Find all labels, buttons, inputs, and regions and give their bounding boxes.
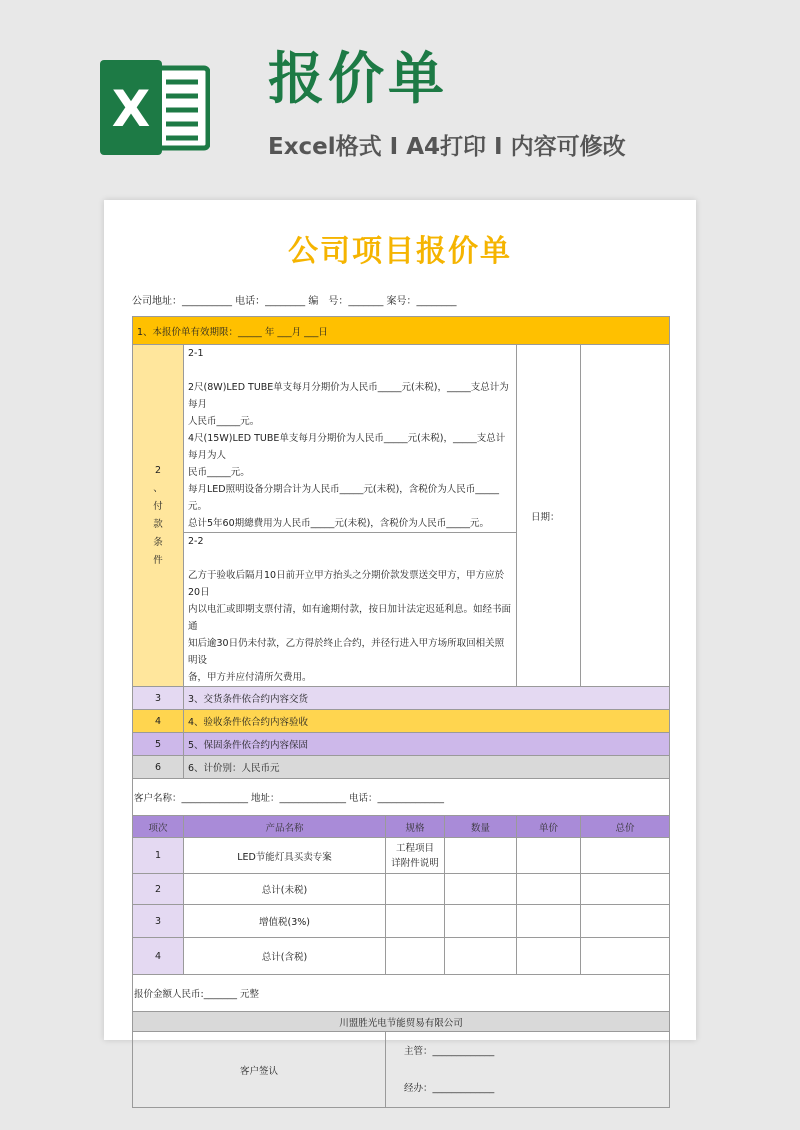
text-line: 2-1 [188,348,204,359]
page-title: 报价单 [268,47,448,112]
customer-info-line: 客户名称：______________ 地址：______________ 电话：______________ [133,779,670,816]
table-row [133,938,670,975]
company-info-line: 公司地址：__________ 电话：________ 编 号：_______ 案号：________ [132,296,457,307]
item-total[interactable] [581,905,670,938]
item-price[interactable] [517,874,581,905]
payment-terms-2-2 [184,533,517,687]
item-price[interactable] [517,905,581,938]
warranty-row [133,733,670,756]
handler-sign: 经办：_____________ [404,1082,495,1094]
manager-sign: 主管：_____________ [404,1045,495,1057]
text-line: 4尺(15W)LED TUBE单支每月分期价为人民币_____元(未税)，_____支总计每月为人 [188,433,506,461]
customer-sign-label: 客户签认 [133,1032,386,1108]
text-line [188,550,512,567]
excel-icon [100,60,210,155]
customer-row [133,779,670,816]
row-index: 3 [133,687,184,710]
index-char: 款 [153,518,163,530]
item-name: 总计(未税) [184,874,386,905]
col-header: 单价 [517,816,581,838]
date-value[interactable] [581,345,670,687]
validity-text: 1、本报价单有效期限：_____ 年 ___月 ___日 [133,317,670,345]
spec-line: 工程项目 [395,842,434,854]
item-index: 4 [133,938,184,975]
item-name: 增值税(3%) [184,905,386,938]
text-line: 民币_____元。 [188,467,250,478]
company-name: 川盟胜光电节能贸易有限公司 [133,1012,670,1032]
row-index: 6 [133,756,184,779]
text-line: 备，甲方并应付清所欠费用。 [188,672,312,683]
item-spec[interactable] [386,874,445,905]
col-header: 总价 [581,816,670,838]
col-header: 数量 [445,816,517,838]
text-line: 每月LED照明设备分期合计为人民币_____元(未税)，含税价为人民币_____元。 [188,484,500,512]
item-qty[interactable] [445,905,517,938]
index-char: 2 [154,464,162,476]
text-line: 知后逾30日仍未付款，乙方得於终止合约，并径行进入甲方场所取回相关照明设 [188,638,505,666]
total-row [133,975,670,1012]
item-qty[interactable] [445,874,517,905]
signature-row [133,1032,670,1108]
col-header: 项次 [133,816,184,838]
validity-row [133,317,670,345]
text-line: 2尺(8W)LED TUBE单支每月分期价为人民币_____元(未税)，_____支总计为每月 [188,382,509,410]
text-line: 总计5年60期總費用为人民币_____元(未税)，含税价为人民币_____元。 [188,518,490,529]
item-name: 总计(含税) [184,938,386,975]
item-total[interactable] [581,874,670,905]
excel-icon-letter: X [111,80,151,138]
table-header-row [133,816,670,838]
item-price[interactable] [517,938,581,975]
text-line [188,362,512,379]
page-subtitle: Excel格式 I A4打印 I 内容可修改 [268,134,626,160]
item-qty[interactable] [445,938,517,975]
text-line: 内以电汇或即期支票付清，如有逾期付款，按日加计法定迟延利息。如经书面通 [188,604,512,632]
company-row [133,1012,670,1032]
item-total[interactable] [581,838,670,874]
item-spec [386,838,445,874]
acceptance-row [133,710,670,733]
total-amount-line: 报价金额人民币:_______ 元整 [133,975,670,1012]
document-title: 公司项目报价单 [288,234,512,269]
item-name: LED节能灯具买卖专案 [184,838,386,874]
item-index: 1 [133,838,184,874]
table-row [133,905,670,938]
item-total[interactable] [581,938,670,975]
table-row [133,838,670,874]
text-line: 乙方于验收后隔月10日前开立甲方抬头之分期价款发票送交甲方，甲方应於20日 [188,570,505,598]
warranty-text: 5、保固条件依合约内容保固 [184,733,670,756]
signature-block [386,1032,670,1108]
text-line: 2-2 [188,536,204,547]
item-spec[interactable] [386,938,445,975]
col-header: 产品名称 [184,816,386,838]
quote-sheet [104,200,696,1094]
item-spec[interactable] [386,905,445,938]
item-index: 2 [133,874,184,905]
col-header: 规格 [386,816,445,838]
delivery-row [133,687,670,710]
text-line: 人民币_____元。 [188,416,260,427]
payment-terms-2-1 [184,345,517,533]
currency-row [133,756,670,779]
delivery-text: 3、交货条件依合约内容交货 [184,687,670,710]
row-index: 4 [133,710,184,733]
spec-line: 详附件说明 [391,857,439,869]
index-char: 、 [153,482,163,494]
item-index: 3 [133,905,184,938]
currency-text: 6、计价别：人民币元 [184,756,670,779]
date-label: 日期： [517,345,581,687]
table-row [133,874,670,905]
row-index: 5 [133,733,184,756]
index-char: 件 [153,554,163,566]
acceptance-text: 4、验收条件依合约内容验收 [184,710,670,733]
index-char: 付 [153,500,163,512]
item-price[interactable] [517,838,581,874]
index-char: 条 [153,536,163,548]
quote-table [132,316,670,1108]
payment-terms-index [133,345,184,687]
item-qty[interactable] [445,838,517,874]
page-header [0,0,800,200]
